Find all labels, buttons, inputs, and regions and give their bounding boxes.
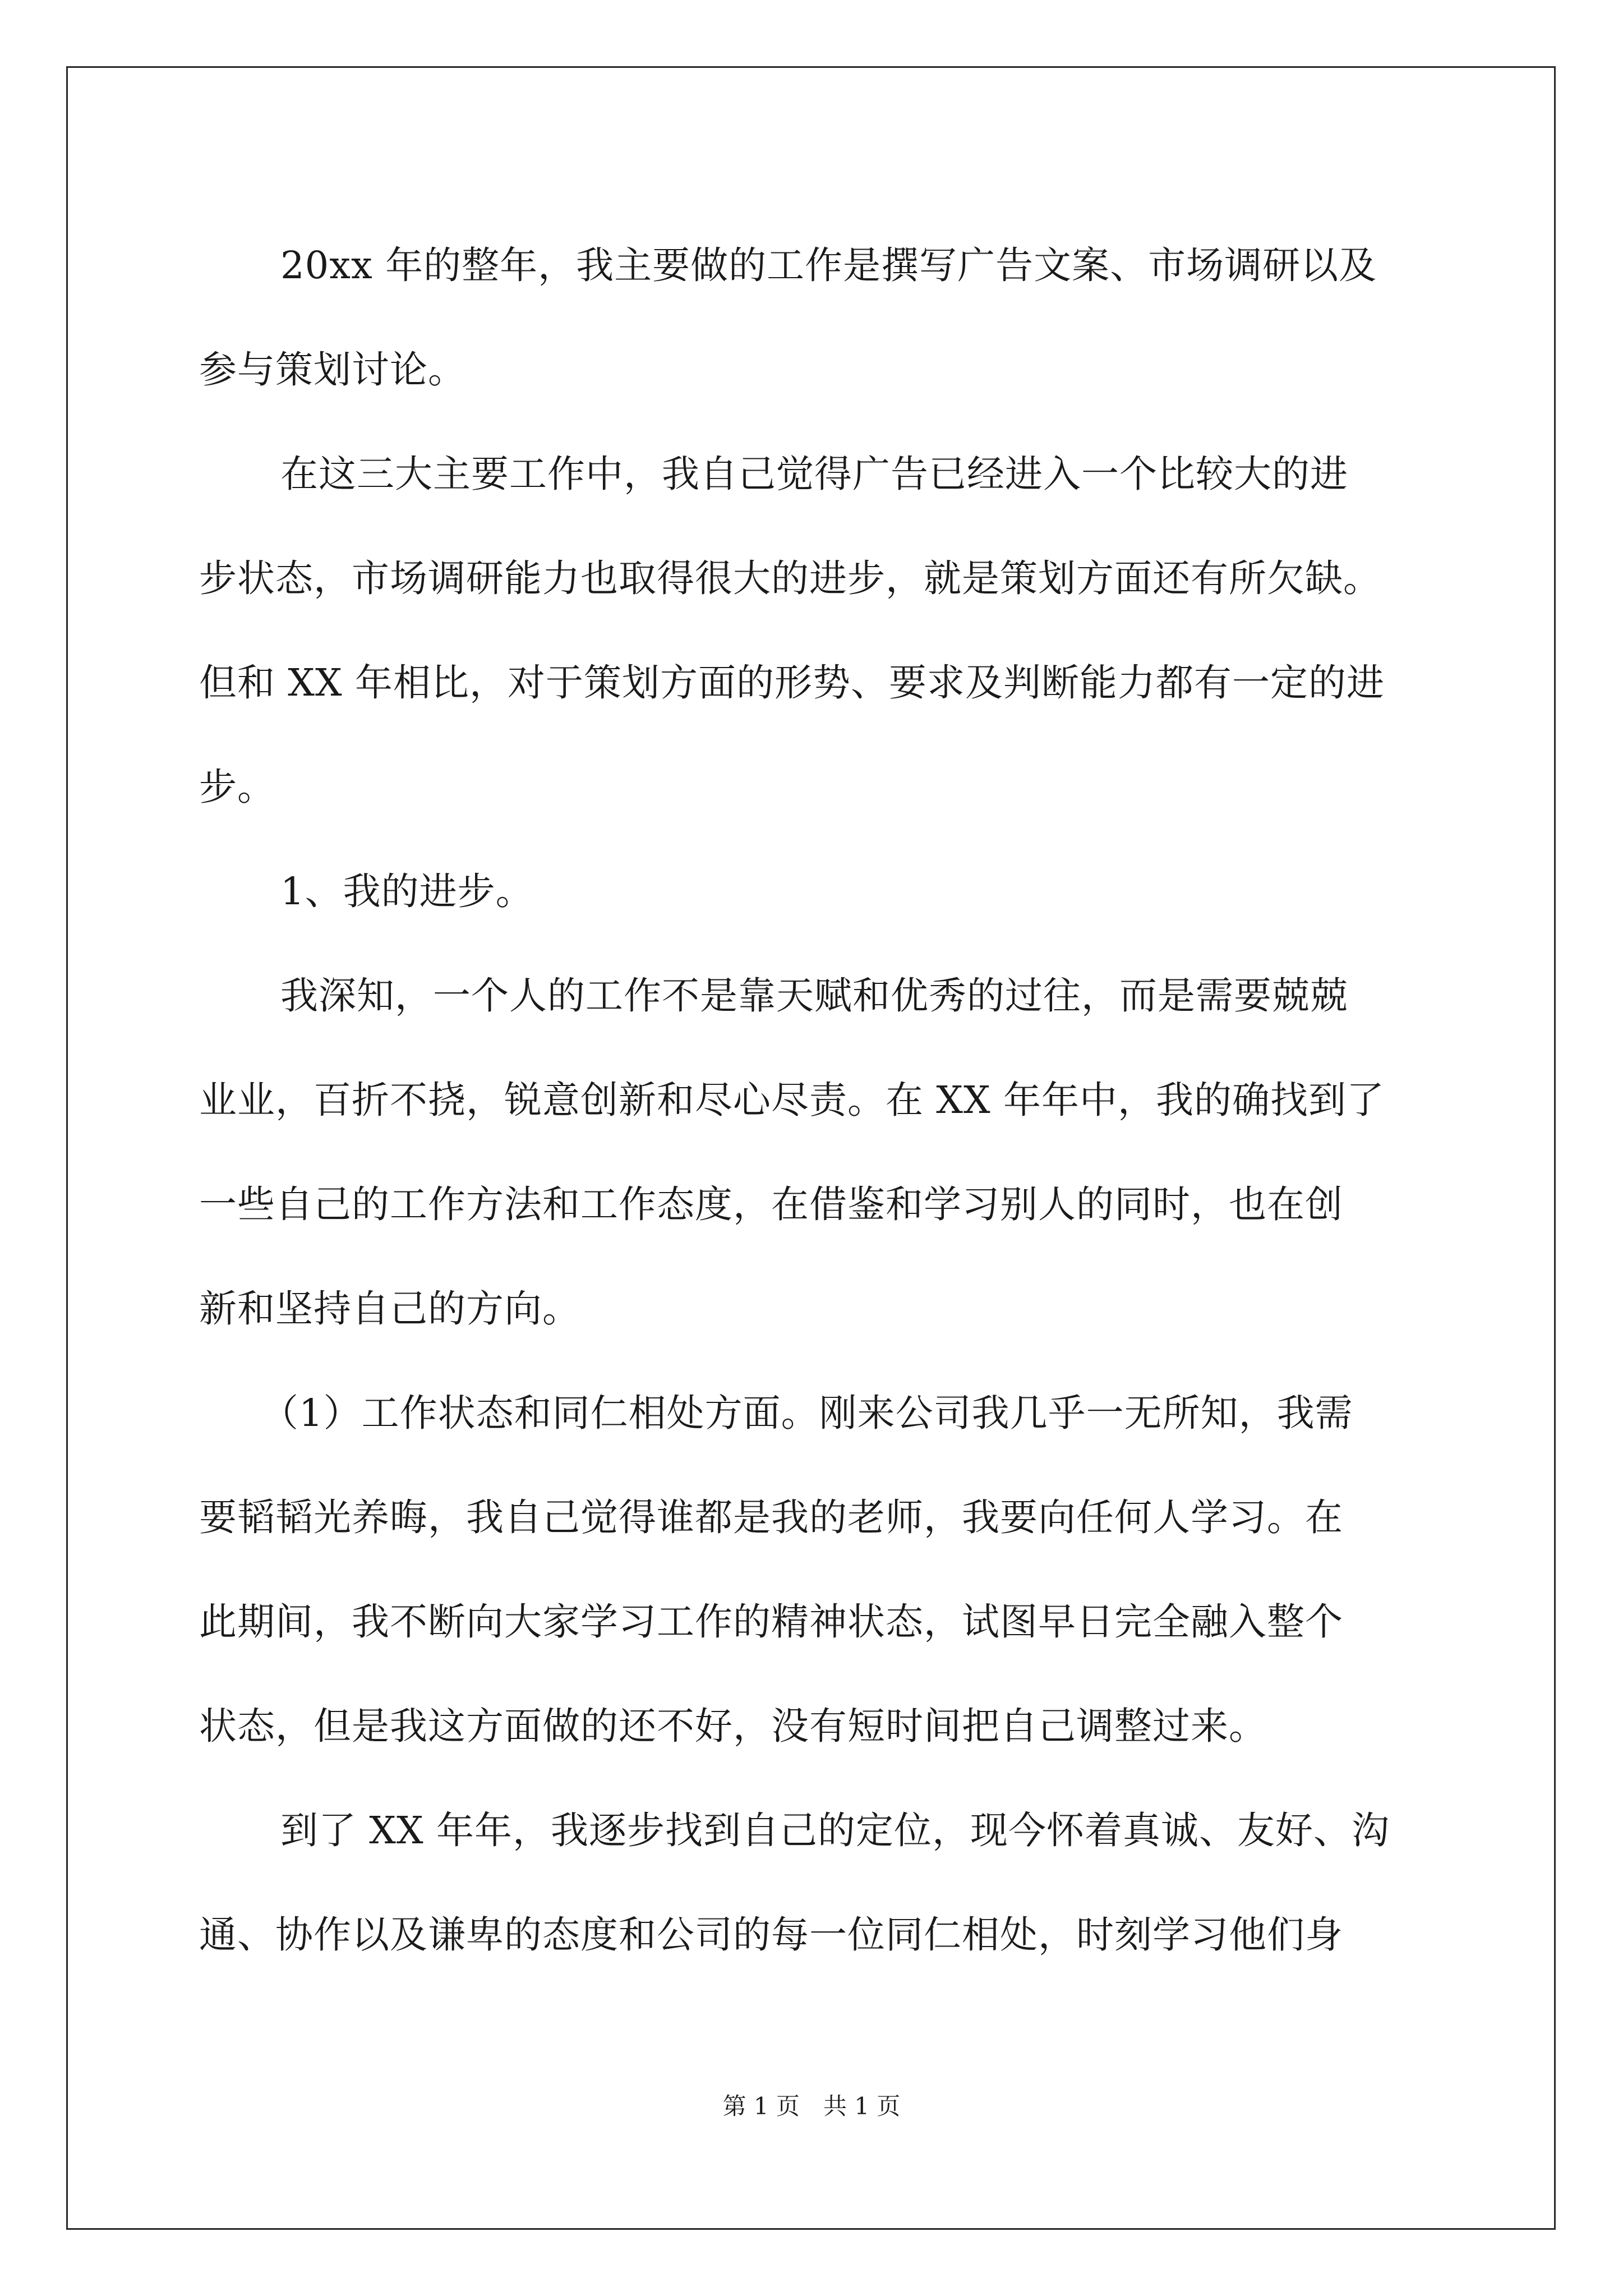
paragraph-line: 要韬韬光养晦，我自己觉得谁都是我的老师，我要向任何人学习。在 [199, 1496, 1343, 1539]
paragraph-line: 步状态，市场调研能力也取得很大的进步，就是策划方面还有所欠缺。 [199, 556, 1381, 600]
paragraph-line: 但和 XX 年相比，对于策划方面的形势、要求及判断能力都有一定的进 [199, 661, 1385, 705]
paragraph-line: 步。 [199, 765, 275, 809]
paragraph-line: 此期间，我不断向大家学习工作的精神状态，试图早日完全融入整个 [199, 1600, 1343, 1644]
paragraph-line: 一些自己的工作方法和工作态度，在借鉴和学习别人的同时，也在创 [199, 1182, 1343, 1226]
paragraph-line: 业业，百折不挠，锐意创新和尽心尽责。在 XX 年年中，我的确找到了 [199, 1078, 1385, 1122]
section-heading: 1、我的进步。 [280, 869, 534, 913]
paragraph-line: （1）工作状态和同仁相处方面。刚来公司我几乎一无所知，我需 [261, 1391, 1353, 1435]
paragraph-line: 到了 XX 年年，我逐步找到自己的定位，现今怀着真诚、友好、沟 [280, 1809, 1390, 1852]
paragraph-line: 状态，但是我这方面做的还不好，没有短时间把自己调整过来。 [199, 1704, 1267, 1748]
paragraph-line: 新和坚持自己的方向。 [199, 1287, 580, 1331]
page-footer: 第 1 页 共 1 页 [722, 2092, 901, 2120]
paragraph-line: 参与策划讨论。 [199, 348, 466, 392]
paragraph-line: 20xx 年的整年，我主要做的工作是撰写广告文案、市场调研以及 [280, 243, 1377, 287]
paragraph-line: 在这三大主要工作中，我自己觉得广告已经进入一个比较大的进 [280, 452, 1348, 496]
paragraph-line: 我深知，一个人的工作不是靠天赋和优秀的过往，而是需要兢兢 [280, 974, 1348, 1018]
document-body [199, 213, 1433, 1987]
paragraph-line: 通、协作以及谦卑的态度和公司的每一位同仁相处，时刻学习他们身 [199, 1913, 1343, 1957]
